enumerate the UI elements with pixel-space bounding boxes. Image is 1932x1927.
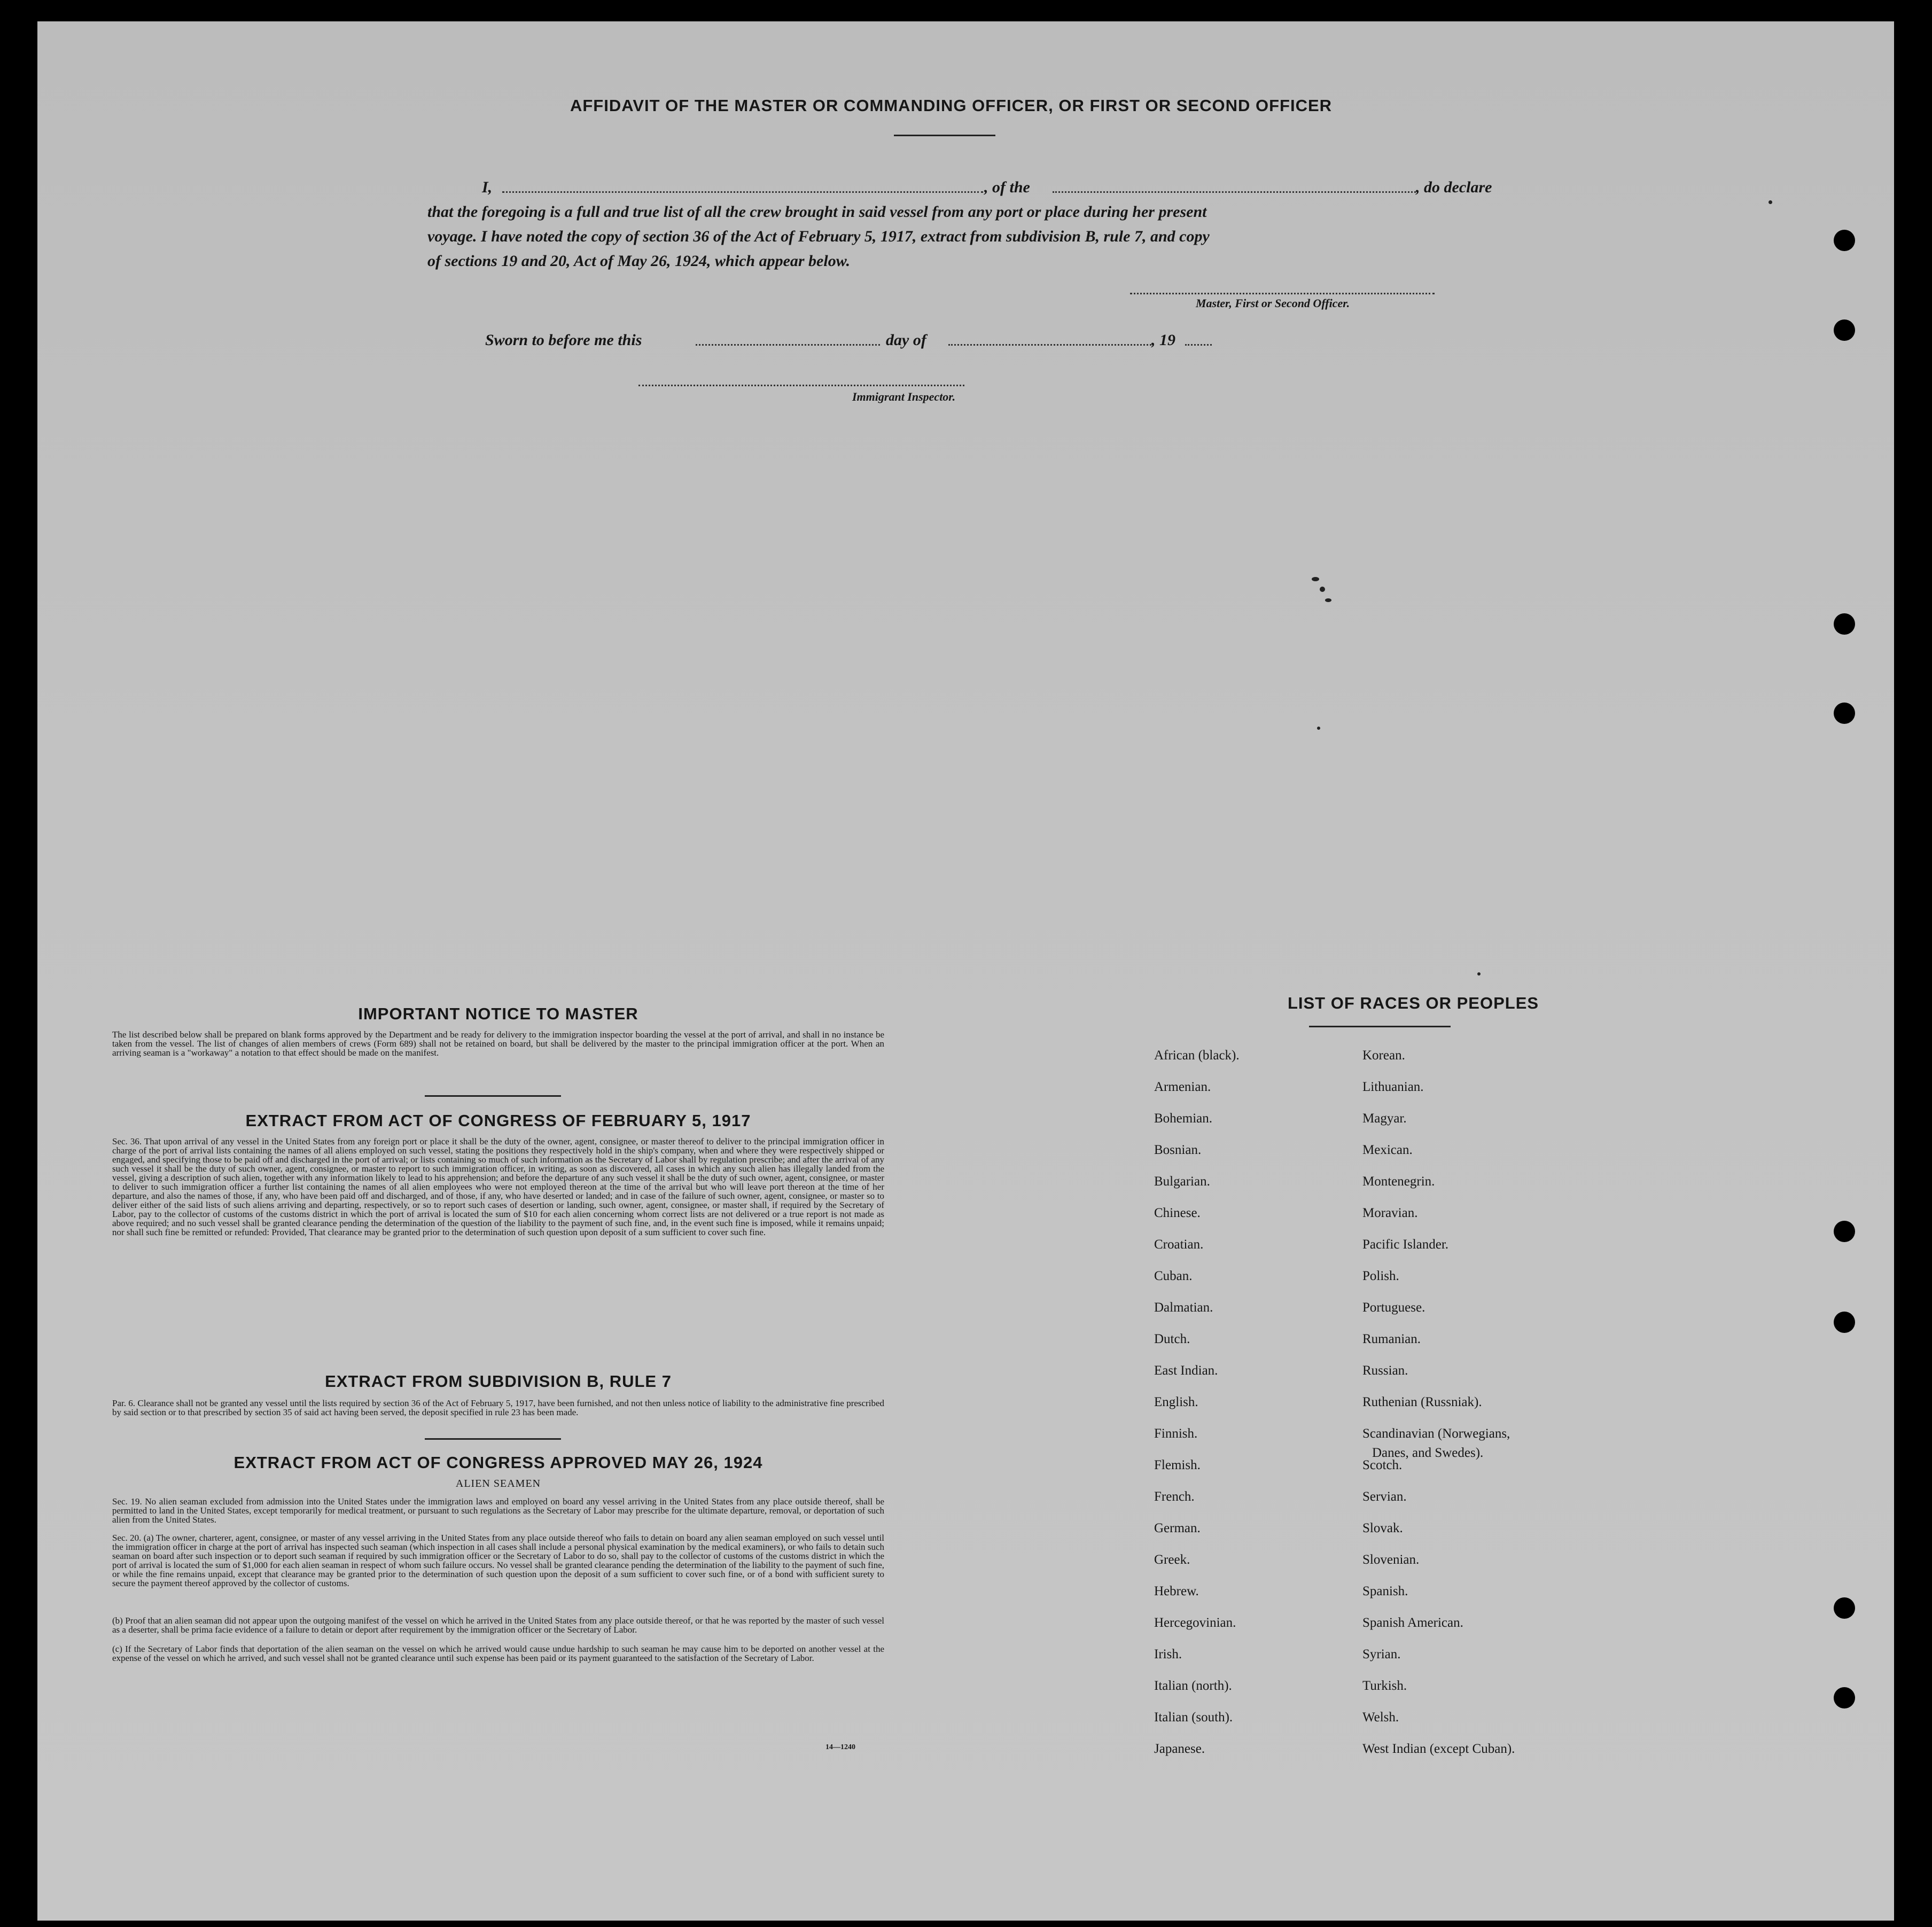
race-item: Pacific Islander. [1362, 1237, 1449, 1252]
ink-speck [1312, 577, 1319, 581]
affidavit-title: AFFIDAVIT OF THE MASTER OR COMMANDING OFFICER, OR FIRST OR SECOND OFFICER [570, 96, 1333, 115]
affidavit-line2: that the foregoing is a full and true list of all the crew brought in said vessel from any port or place during her present [427, 203, 1207, 221]
race-item: Hercegovinian. [1154, 1616, 1236, 1630]
race-item: Cuban. [1154, 1269, 1193, 1283]
title-underline [894, 135, 995, 136]
binder-hole [1834, 1597, 1855, 1619]
inspector-signature-line[interactable] [638, 385, 964, 386]
race-item: Portuguese. [1362, 1300, 1425, 1315]
race-item: African (black). [1154, 1048, 1240, 1063]
master-label: Master, First or Second Officer. [1196, 297, 1350, 310]
races-underline [1309, 1026, 1451, 1027]
race-item: Scandinavian (Norwegians, [1362, 1426, 1510, 1441]
ink-speck [1320, 587, 1325, 592]
vessel-field[interactable] [1053, 191, 1416, 193]
race-item: Turkish. [1362, 1679, 1407, 1693]
sec20b-body: (b) Proof that an alien seaman did not appear upon the outgoing manifest of the vessel on which he arrived in the United States from any place outside thereof, or that he was reported by the master of such vessel as a deserter, shall be prima facie evidence of a failure to detain or deport after requirement by the immigration officer or the Secretary of Labor. [112, 1616, 884, 1635]
race-item: English. [1154, 1395, 1198, 1409]
binder-hole [1834, 1221, 1855, 1242]
race-item: Flemish. [1154, 1458, 1201, 1472]
race-item: Russian. [1362, 1363, 1408, 1378]
race-item: Servian. [1362, 1489, 1407, 1504]
ink-speck [1317, 727, 1320, 730]
sec20a-body: Sec. 20. (a) The owner, charterer, agent, consignee, or master of any vessel arriving in the United States from any place outside thereof who fails to detain on board any alien seaman employed on such vessel until the immigration officer in charge at the port of arrival has inspected such seaman (which inspection in all cases shall include a personal physical examination by the medical examiners), or who fails to detain such seaman on board after such inspection or to deport such seaman if required by such immigration officer or the Secretary of Labor to do so, shall pay to the collector of customs of the customs district in which the port of arrival is located the sum of $1,000 for each alien seaman in respect of whom such failure occurs. No vessel shall be granted clearance pending the determination of the liability to the payment of such fine, or while the fine remains unpaid, except that clearance may be granted prior to the determination of such question upon the deposit of a sum sufficient to cover such fine, or of a bond with sufficient surety to secure the payment thereof approved by the collector of customs. [112, 1533, 884, 1588]
year-text: , 19 [1151, 331, 1175, 349]
race-item: German. [1154, 1521, 1201, 1535]
binder-hole [1834, 1687, 1855, 1708]
race-item: Italian (south). [1154, 1710, 1233, 1725]
race-item: Spanish. [1362, 1584, 1408, 1598]
race-item: Finnish. [1154, 1426, 1198, 1441]
race-item: Slovenian. [1362, 1552, 1420, 1567]
subdivision-body: Par. 6. Clearance shall not be granted any vessel until the lists required by section 36 of the Act of February 5, 1917, have been furnished, and not then unless notice of liability to the administrative fine prescribed by said section or to that prescribed by section 35 of said act having been served, the deposit specified in rule 23 has been made. [112, 1398, 884, 1417]
race-item: French. [1154, 1489, 1195, 1504]
race-item: Montenegrin. [1362, 1174, 1435, 1189]
sworn-month-field[interactable] [948, 344, 1151, 346]
form-sheet [37, 21, 1894, 1921]
binder-hole [1834, 230, 1855, 251]
race-item-continuation: Danes, and Swedes). [1372, 1446, 1484, 1460]
race-item: Rumanian. [1362, 1332, 1421, 1346]
form-number: 14—1240 [825, 1743, 855, 1751]
affidavit-of: , of the [984, 178, 1030, 196]
race-item: Greek. [1154, 1552, 1190, 1567]
ink-speck [1769, 200, 1772, 204]
extract-1917-body: Sec. 36. That upon arrival of any vessel in the United States from any foreign port or place it shall be the duty of the owner, agent, consignee, or master thereof to deliver to the principal immigration officer in charge of the port of arrival lists containing the names of all aliens employed on such vessel, stating the positions they respectively hold in the ship's company, when and where they were respectively shipped or engaged, and specifying those to be paid off and discharged in the port of arrival; or lists containing so much of such information as the Secretary of Labor shall by regulation prescribe; and after the arrival of any such vessel it shall be the duty of such owner, agent, consignee, or master to report to such immigration officer, in writing, as soon as discovered, all cases in which any such alien has illegally landed from the vessel, giving a description of such alien, together with any information likely to lead to his apprehension; and before the departure of any such vessel it shall be the duty of such owner, agent, consignee, or master to deliver to such immigration officer a further list containing the names of all alien employees who were not employed thereon at the time of the arrival but who will leave port thereon at the time of her departure, and also the names of those, if any, who have been paid off and discharged, and of those, if any, who have deserted or landed; and in case of the failure of such owner, agent, consignee, or master so to deliver either of the said lists of such aliens arriving and departing, respectively, or so to report such cases of desertion or landing, such owner, agent, consignee, or master shall, if required by the Secretary of Labor, pay to the collector of customs of the customs district in which the port of arrival is located the sum of $10 for each alien concerning whom correct lists are not delivered or a true report is not made as above required; and no such vessel shall be granted clearance pending the determination of the question of the liability to the payment of such fine, and, in the event such fine is imposed, while it remains unpaid; nor shall such fine be remitted or refunded: Provided, That clearance may be granted prior to the determination of such question upon deposit of a sum sufficient to cover such fine. [112, 1136, 884, 1237]
extract-1924-title: EXTRACT FROM ACT OF CONGRESS APPROVED MAY 26, 1924 [233, 1453, 763, 1472]
day-of-text: day of [886, 331, 926, 349]
race-item: Dalmatian. [1154, 1300, 1213, 1315]
race-item: Mexican. [1362, 1143, 1413, 1157]
race-item: East Indian. [1154, 1363, 1218, 1378]
race-item: Spanish American. [1362, 1616, 1463, 1630]
master-signature-line[interactable] [1130, 293, 1435, 294]
notice-body: The list described below shall be prepared on blank forms approved by the Department and be ready for delivery to the immigration inspector boarding the vessel at the port of arrival, and shall in no instance be taken from the vessel. The list of changes of alien members of crews (Form 689) shall not be retained on board, but shall be delivered by the master to the principal immigration officer at the port. When an arriving seaman is a "workaway" a notation to that effect should be made on the manifest. [112, 1029, 884, 1058]
ink-speck [1477, 972, 1481, 976]
race-item: Irish. [1154, 1647, 1182, 1661]
race-item: Korean. [1362, 1048, 1405, 1063]
race-item: Welsh. [1362, 1710, 1399, 1725]
race-item: Italian (north). [1154, 1679, 1232, 1693]
race-item: Ruthenian (Russniak). [1362, 1395, 1482, 1409]
divider [425, 1095, 561, 1097]
subdivision-title: EXTRACT FROM SUBDIVISION B, RULE 7 [325, 1372, 672, 1391]
sworn-year-field[interactable] [1185, 344, 1212, 346]
race-item: Chinese. [1154, 1206, 1201, 1220]
binder-hole [1834, 613, 1855, 635]
race-item: Croatian. [1154, 1237, 1204, 1252]
race-item: Armenian. [1154, 1080, 1211, 1094]
divider [425, 1438, 561, 1440]
sec20c-body: (c) If the Secretary of Labor finds that deportation of the alien seaman on the vessel on which he arrived would cause undue hardship to such seaman he may cause him to be deported on another vessel at the expense of the vessel on which he arrived, and such vessel shall not be granted clearance until such expense has been paid or its payment guaranteed to the satisfaction of the Secretary of Labor. [112, 1644, 884, 1663]
binder-hole [1834, 703, 1855, 724]
affidavit-i: I, [482, 178, 493, 196]
affidavit-line4: of sections 19 and 20, Act of May 26, 1924, which appear below. [427, 252, 851, 270]
extract-1917-title: EXTRACT FROM ACT OF CONGRESS OF FEBRUARY 5, 1917 [245, 1111, 751, 1130]
race-item: Magyar. [1362, 1111, 1407, 1126]
ink-speck [1325, 598, 1331, 602]
name-field[interactable] [502, 191, 983, 193]
affidavit-declare: , do declare [1416, 178, 1492, 196]
binder-hole [1834, 319, 1855, 341]
race-item: Bohemian. [1154, 1111, 1213, 1126]
races-title: LIST OF RACES OR PEOPLES [1287, 994, 1539, 1012]
race-item: Moravian. [1362, 1206, 1418, 1220]
race-item: Dutch. [1154, 1332, 1190, 1346]
race-item: Syrian. [1362, 1647, 1401, 1661]
binder-hole [1834, 1312, 1855, 1333]
race-item: Hebrew. [1154, 1584, 1199, 1598]
sworn-day-field[interactable] [696, 344, 880, 346]
affidavit-line3: voyage. I have noted the copy of section 36 of the Act of February 5, 1917, extract from subdivision B, rule 7, and copy [427, 228, 1210, 245]
race-item: Japanese. [1154, 1742, 1205, 1756]
race-item: West Indian (except Cuban). [1362, 1742, 1515, 1756]
sec19-body: Sec. 19. No alien seaman excluded from admission into the United States under the immigration laws and employed on board any vessel arriving in the United States from any place outside thereof, shall be permitted to land in the United States, except temporarily for medical treatment, or pursuant to such regulations as the Secretary of Labor may prescribe for the ultimate departure, removal, or deportation of such alien from the United States. [112, 1496, 884, 1525]
race-item: Polish. [1362, 1269, 1399, 1283]
sworn-text: Sworn to before me this [485, 331, 642, 349]
race-item: Bosnian. [1154, 1143, 1202, 1157]
notice-title: IMPORTANT NOTICE TO MASTER [358, 1004, 638, 1023]
race-item: Bulgarian. [1154, 1174, 1210, 1189]
race-item: Slovak. [1362, 1521, 1403, 1535]
inspector-label: Immigrant Inspector. [852, 390, 956, 403]
race-item: Scotch. [1362, 1458, 1403, 1472]
alien-seamen-subtitle: ALIEN SEAMEN [455, 1478, 541, 1489]
race-item: Lithuanian. [1362, 1080, 1424, 1094]
